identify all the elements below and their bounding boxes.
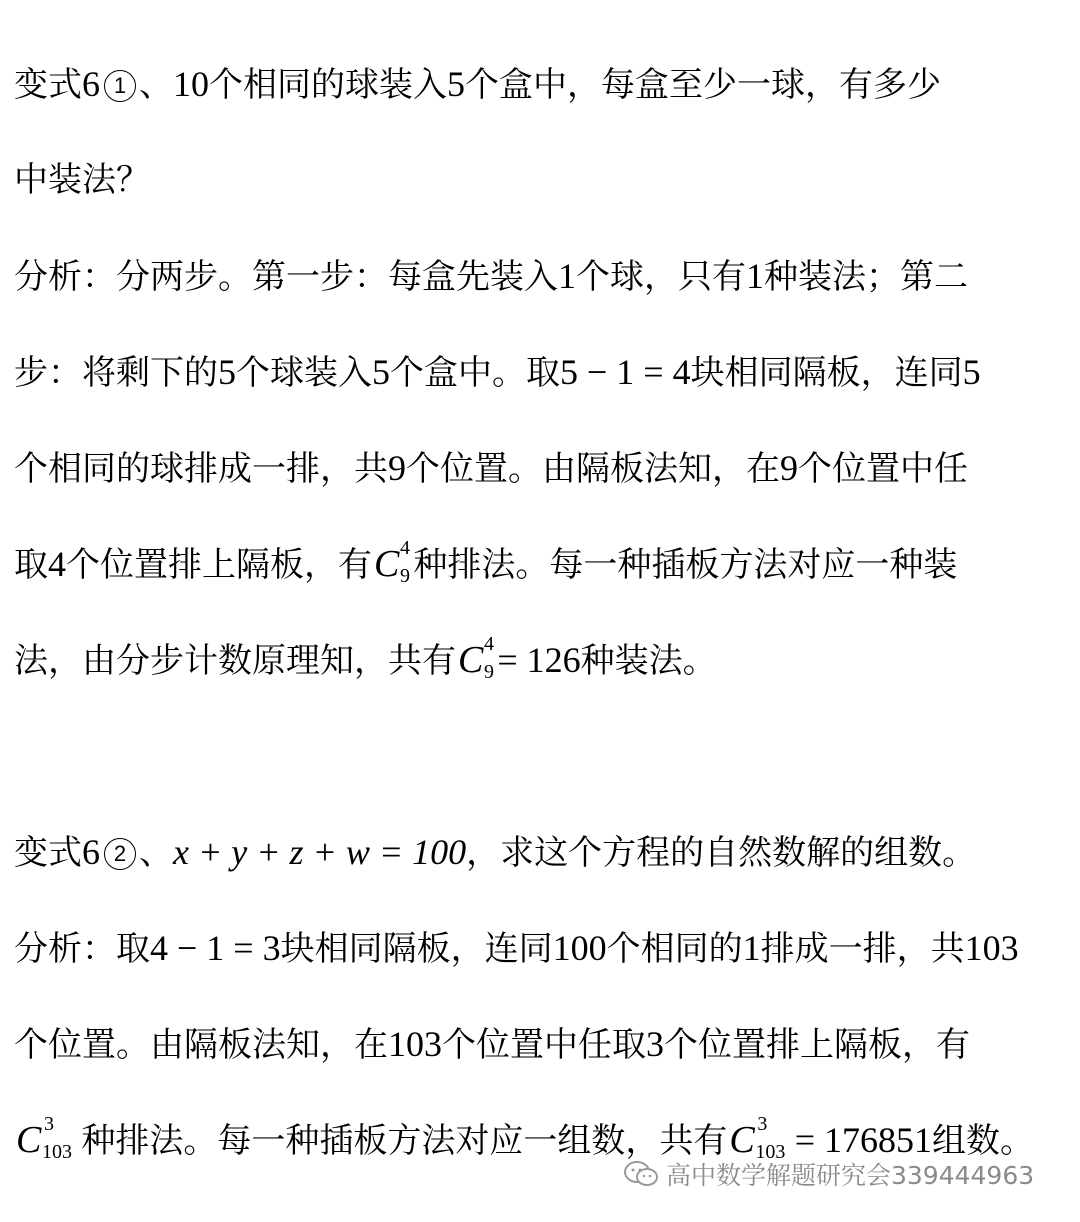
text: 100: [552, 928, 607, 968]
combination-subscript: 103: [755, 1141, 786, 1163]
analysis1-line2: [14, 352, 981, 392]
combination-letter: C: [458, 639, 484, 681]
watermark: [622, 1154, 1034, 1194]
text: 个相同的球排成一排，共: [14, 449, 388, 489]
watermark-text: 高中数学解题研究会339444963: [666, 1161, 1035, 1190]
text: 取: [14, 545, 48, 585]
text: 个相同的球装入: [209, 65, 447, 105]
wechat-icon: [622, 1159, 660, 1189]
combination-subscript: 9: [400, 565, 410, 587]
combination-letter: C: [16, 1119, 42, 1161]
text: 排成一排，共: [760, 929, 965, 969]
equation: x + y + z + w = 100: [173, 832, 467, 872]
math-expression: 5 − 1 = 4: [560, 352, 691, 392]
text: 1: [742, 928, 761, 968]
text: 块相同隔板，连同: [690, 353, 963, 393]
problem1-line1: [14, 64, 941, 104]
text: 个球，只有: [576, 257, 746, 297]
text: 个相同的: [606, 929, 743, 969]
text: 9: [780, 448, 798, 488]
analysis1-line5: [14, 633, 717, 683]
combination-superscript: 3: [757, 1113, 768, 1135]
text: 种排法。每一种插板方法对应一种装: [413, 545, 958, 585]
circled-number: 2: [104, 838, 136, 870]
combination-symbol: [16, 1113, 77, 1163]
analysis1-line3: [14, 448, 968, 488]
text: 个位置排上隔板，有: [66, 545, 372, 585]
text: 中装法？: [14, 160, 150, 200]
text: 块相同隔板，连同: [280, 929, 553, 969]
text: 、: [139, 833, 173, 873]
combination-superscript: 3: [44, 1113, 54, 1135]
text: 个盒中。取: [390, 353, 560, 393]
combination-symbol: [458, 633, 494, 683]
text: 6: [82, 64, 100, 104]
combination-superscript: 4: [484, 633, 494, 655]
text: 4: [48, 544, 66, 584]
text: 5: [372, 352, 390, 392]
text: 组数。: [932, 1121, 1035, 1161]
text: 种装法。: [580, 641, 717, 681]
text: 个位置中任取: [442, 1025, 646, 1065]
text: 个盒中，每盒至少一球，有多少: [465, 65, 941, 105]
text: 5: [962, 352, 981, 392]
text: 法，由分步计数原理知，共有: [14, 641, 456, 681]
analysis2-line1: [14, 928, 1019, 968]
text: 3: [646, 1024, 664, 1064]
text: 1: [558, 256, 576, 296]
text: 变式: [14, 65, 82, 105]
text: 种装法；第二: [764, 257, 968, 297]
text: 个位置。由隔板法知，在: [14, 1025, 388, 1065]
problem1-line2: [14, 160, 150, 200]
text: 9: [388, 448, 406, 488]
math-expression: = 176851: [794, 1120, 933, 1160]
text: 分析：取: [14, 929, 150, 969]
math-expression: = 126: [497, 640, 581, 680]
combination-subscript: 103: [42, 1141, 72, 1163]
problem2-line1: [14, 832, 976, 872]
text: 5: [447, 64, 465, 104]
math-expression: 4 − 1 = 3: [150, 928, 281, 968]
analysis1-line4: [14, 537, 958, 587]
text: 分析：分两步。第一步：每盒先装入: [14, 257, 558, 297]
text: 个位置中任: [798, 449, 968, 489]
combination-subscript: 9: [484, 661, 494, 683]
text: 1: [746, 256, 764, 296]
combination-letter: C: [374, 543, 400, 585]
text: 103: [388, 1024, 442, 1064]
combination-superscript: 4: [400, 537, 410, 559]
combination-letter: C: [729, 1119, 755, 1161]
analysis2-line2: [14, 1024, 970, 1064]
text: 个球装入: [236, 353, 372, 393]
circled-number: 1: [104, 70, 136, 102]
text: ，求这个方程的自然数解的组数。: [466, 833, 977, 873]
text: 个位置排上隔板，有: [664, 1025, 970, 1065]
text: 5: [218, 352, 236, 392]
combination-symbol: [374, 537, 410, 587]
text: 、: [139, 65, 173, 105]
text: 变式: [14, 833, 82, 873]
text: 103: [964, 928, 1019, 968]
text: 种排法。每一种插板方法对应一组数，共有: [81, 1121, 728, 1161]
text: 10: [173, 64, 209, 104]
text: 个位置。由隔板法知，在: [406, 449, 780, 489]
text: 步：将剩下的: [14, 353, 218, 393]
text: 6: [82, 832, 100, 872]
analysis1-line1: [14, 256, 968, 296]
